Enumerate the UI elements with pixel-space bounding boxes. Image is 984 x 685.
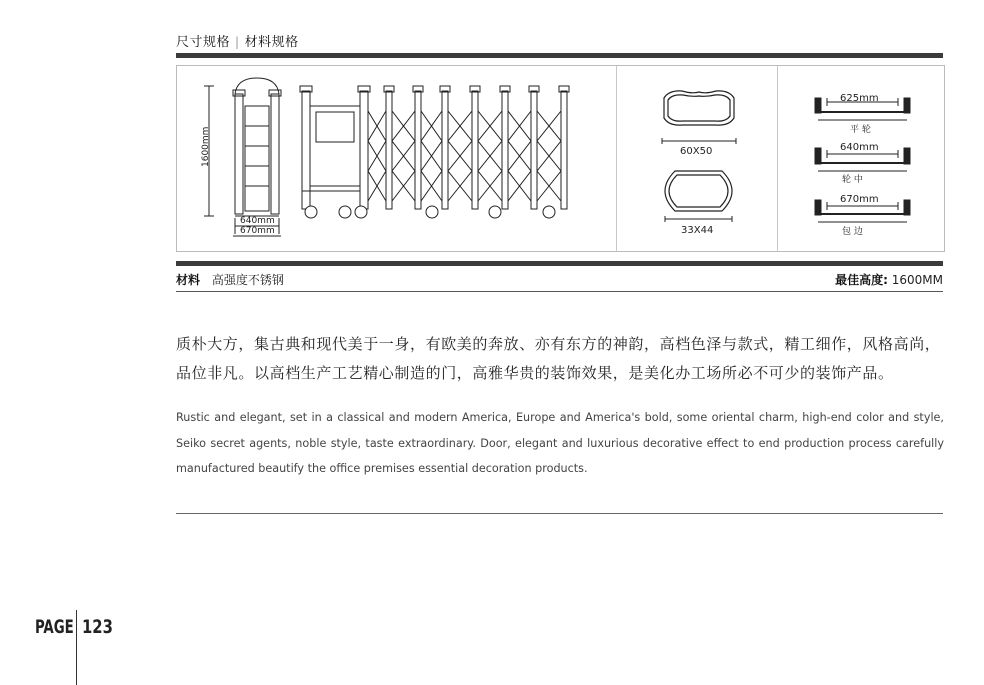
material-value: 高强度不锈钢: [211, 273, 284, 287]
wheel-1-width: 625mm: [840, 93, 879, 104]
page-divider: [76, 610, 77, 685]
profile-2-label: 33X44: [681, 225, 714, 236]
top-bar: [176, 53, 943, 58]
wheel-2-label: 轮 中: [842, 175, 863, 185]
gate-drawing: [177, 66, 944, 251]
material-label: 材料: [176, 273, 201, 287]
material-rule: [176, 291, 943, 292]
gate-width-inner-label: 640mm: [240, 216, 275, 226]
page-number: 123: [82, 616, 113, 638]
chinese-description: 质朴大方，集古典和现代美于一身，有欧美的奔放、亦有东方的神韵，高档色泽与款式，精工细作，风格高尚，品位非凡。以高档生产工艺精心制造的门，高雅华贵的装饰效果，是美化办工场所必不可少的装饰产品。: [176, 335, 941, 382]
middle-bar: [176, 261, 943, 266]
title-separator: |: [235, 35, 240, 49]
tab-material-spec: 材料规格: [244, 35, 299, 50]
tab-size-spec: 尺寸规格: [176, 35, 231, 50]
profile-1-label: 60X50: [680, 146, 713, 157]
profile-60x50: [662, 91, 736, 144]
wheel-3-width: 670mm: [840, 194, 879, 205]
best-height-value: 1600MM: [891, 273, 943, 287]
wheel-2-width: 640mm: [840, 142, 879, 153]
section-title: [176, 31, 299, 50]
wheel-1-label: 平 轮: [850, 125, 871, 135]
wheel-3-label: 包 边: [842, 227, 863, 237]
spec-figure: [176, 65, 945, 252]
gate-width-outer-label: 670mm: [240, 226, 275, 236]
profile-33x44: [665, 171, 732, 222]
gate-wheels: [305, 206, 555, 218]
english-description: Rustic and elegant, set in a classical and modern America, Europe and America's bold, some oriental charm, high-end color and style, Seiko secret agents, noble style, taste extraordinary. Door, elegant and luxurious decorative effect to end production process carefully manufactured beautify the office premises essential decoration products.: [176, 411, 944, 475]
material-info: [176, 271, 284, 288]
gate-height-label: 1600mm: [201, 126, 211, 167]
best-height-label: 最佳高度:: [835, 273, 888, 287]
page-label: PAGE: [35, 616, 74, 638]
gate-front-view: [300, 86, 569, 209]
best-height-info: [835, 271, 943, 288]
gate-side-view: [233, 78, 281, 236]
bottom-rule: [176, 513, 943, 514]
